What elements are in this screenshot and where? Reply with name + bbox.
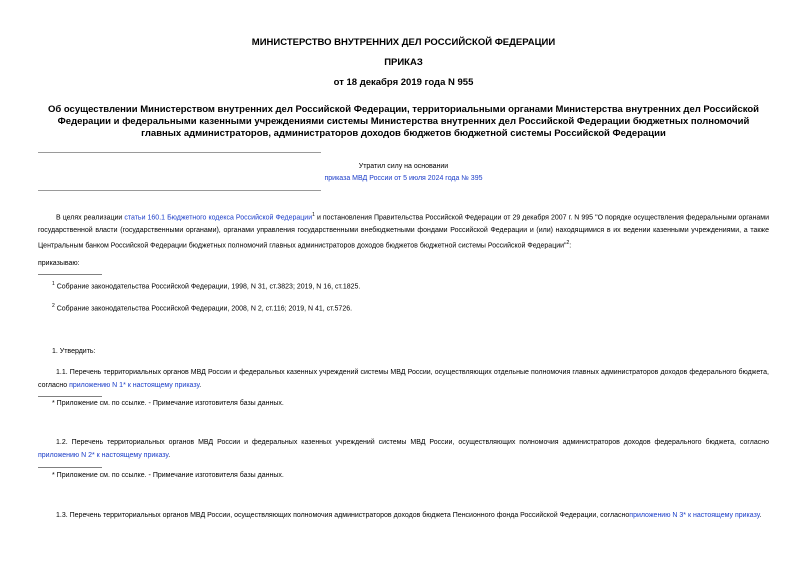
appendix-3-link[interactable]: приложению N 3* к настоящему приказу [629,512,760,519]
appendix-2-link[interactable]: приложению N 2* к настоящему приказу [38,452,169,459]
footnote-1: $^1$ Собрание законодательства Российской Федерации, 1998, N 31, ст.3823; 2019, N 16, ст.1825. [52,281,361,291]
item-1-3: 1.3. Перечень территориальных органов МВД России, осуществляющих полномочия администраторов доходов бюджета Пенсионного фонда Российской Федерации, согласноприложению N 3* к настоящему приказу. [56,512,762,519]
order-word: приказываю: [38,260,80,267]
repeal-order-link[interactable]: приказа МВД России от 5 июля 2024 года № 395 [324,175,483,182]
appendix-1-link[interactable]: приложению N 1* к настоящему приказу [69,382,200,389]
item-1-1: 1.1. Перечень территориальных органов МВД России и федеральных казенных учреждений системы МВД России, осуществляющих отдельные полномочия главных администраторов доходов федерального бюджета, согласно приложению N 1* к настоящему приказу. [38,369,769,389]
approve-heading: 1. Утвердить: [52,348,96,355]
document-type: ПРИКАЗ [384,57,423,68]
divider-top [38,152,321,153]
document-date: от 18 декабря 2019 года N 955 [333,77,474,88]
preamble-paragraph: В целях реализации статьи 160.1 Бюджетного кодекса Российской Федерации$^1$ и постановления Правительства Российской Федерации от 29 декабря 2007 г. N 995 "О порядке осуществления федеральными органами государственной власти (государственными органами), органами управления государственными внебюджетными фондами Российской Федерации и (или) находящимися в их ведении казенными учреждениями, а также Центральным банком Российской Федерации бюджетных полномочий главных администраторов доходов бюджетов бюджетной системы Российской Федерации"$^2$: [38,212,770,250]
budget-code-article-link[interactable]: статьи 160.1 Бюджетного кодекса Российской Федерации [124,214,313,222]
status-note: Утратил силу на основании [358,163,449,170]
footnote-rule [38,274,102,275]
note-1: * Приложение см. по ссылке. - Примечание изготовителя базы данных. [52,400,284,407]
divider-bottom [38,190,321,191]
document-title: Об осуществлении Министерством внутренних дел Российской Федерации, территориальными органами Министерства внутренних дел Российской Федерации и федеральными казенными учреждениями системы Министерства внутренних дел Российской Федерации бюджетных полномочий главных администраторов, администраторов доходов бюджетов бюджетной системы Российской Федерации [47,104,760,139]
ministry-heading: МИНИСТЕРСТВО ВНУТРЕННИХ ДЕЛ РОССИЙСКОЙ ФЕДЕРАЦИИ [251,37,556,48]
note-rule-2 [38,467,102,468]
item-1-2: 1.2. Перечень территориальных органов МВД России и федеральных казенных учреждений системы МВД России, осуществляющих полномочия администраторов доходов федерального бюджета, согласно приложению N 2* к настоящему приказу. [38,439,769,459]
footnote-2: $^2$ Собрание законодательства Российской Федерации, 2008, N 2, ст.116; 2019, N 41, ст.5726. [52,303,353,313]
note-2: * Приложение см. по ссылке. - Примечание изготовителя базы данных. [52,472,284,479]
